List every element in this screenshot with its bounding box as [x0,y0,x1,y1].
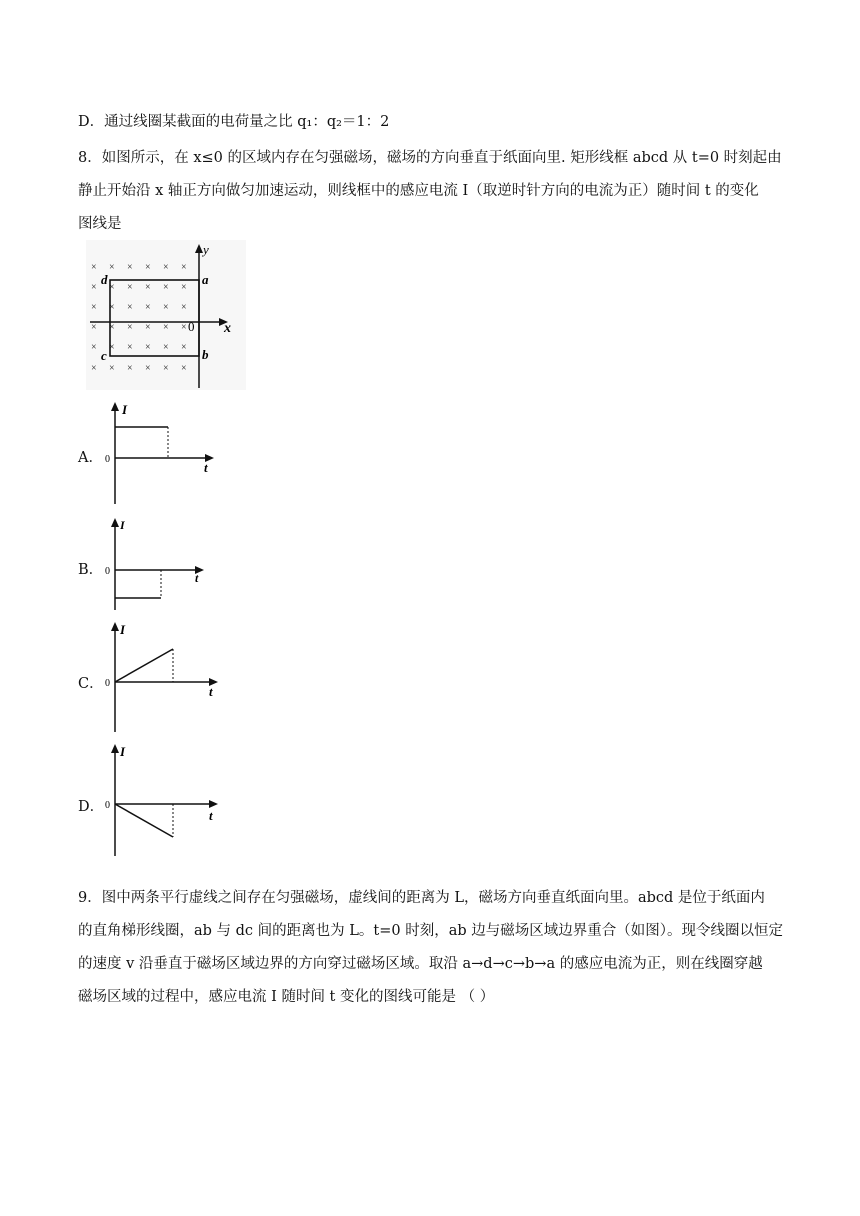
field-cross-mark: × [127,302,133,313]
field-cross-mark: × [181,342,187,353]
field-cross-mark: × [91,363,97,374]
magnetic-field-figure [86,240,246,390]
axis-i-label: I [120,744,126,759]
option-b-graph[interactable] [100,516,210,612]
field-cross-mark: × [145,302,151,313]
field-cross-mark: × [145,282,151,293]
field-cross-mark: × [109,322,115,333]
axis-t-label: t [195,571,199,585]
field-cross-mark: × [91,282,97,293]
field-cross-mark: × [127,363,133,374]
field-cross-mark: × [163,342,169,353]
q9-line-2: 的直角梯形线圈，ab 与 dc 间的距离也为 L。t=0 时刻，ab 边与磁场区域边界重合（如图）。现令线圈以恒定 [78,923,783,939]
field-cross-mark: × [163,262,169,273]
label-x: x [224,321,231,336]
field-cross-mark: × [181,322,187,333]
axis-t-label: t [209,808,213,823]
option-a-graph[interactable] [100,400,220,508]
field-cross-mark: × [163,363,169,374]
q9-line-3: 的速度 v 沿垂直于磁场区域边界的方向穿过磁场区域。取沿 a→d→c→b→a 的感应电流为正，则在线圈穿越 [78,956,763,972]
field-cross-mark: × [163,282,169,293]
option-c-label[interactable]: C． [78,676,104,692]
field-cross-mark: × [91,302,97,313]
option-b-label[interactable]: B． [78,562,104,578]
field-cross-mark: × [163,322,169,333]
label-d: d [101,272,108,287]
axis-t-label: t [209,684,213,699]
field-cross-mark: × [109,262,115,273]
field-cross-mark: × [145,363,151,374]
option-d-prev-question: D．通过线圈某截面的电荷量之比 q₁：q₂＝1：2 [78,114,390,130]
option-d-label[interactable]: D． [78,799,105,815]
axis-t-label: t [204,460,208,475]
q8-line-3: 图线是 [78,216,122,232]
field-cross-mark: × [181,282,187,293]
option-d-graph[interactable] [100,742,224,858]
field-cross-mark: × [91,342,97,353]
origin-label: 0 [105,454,110,465]
axis-i-label: I [120,622,126,637]
field-cross-mark: × [127,282,133,293]
field-cross-mark: × [145,262,151,273]
field-cross-mark: × [181,302,187,313]
field-cross-mark: × [109,363,115,374]
axis-i-label: I [120,518,125,532]
label-y: y [203,242,209,257]
label-b: b [202,347,209,362]
option-c-graph[interactable] [100,620,224,736]
q8-line-1: 8．如图所示，在 x≤0 的区域内存在匀强磁场，磁场的方向垂直于纸面向里. 矩形线框 abcd 从 t=0 时刻起由 [78,150,782,166]
origin-label: 0 [105,566,110,577]
field-cross-mark: × [181,363,187,374]
field-cross-mark: × [127,322,133,333]
field-cross-mark: × [127,342,133,353]
field-cross-mark: × [109,282,115,293]
option-a-label[interactable]: A． [78,450,103,466]
field-cross-mark: × [91,322,97,333]
field-cross-mark: × [163,302,169,313]
field-cross-mark: × [109,342,115,353]
field-cross-mark: × [91,262,97,273]
label-origin: 0 [188,319,195,334]
q8-line-2: 静止开始沿 x 轴正方向做匀加速运动，则线框中的感应电流 I（取逆时针方向的电流为正）随时间 t 的变化 [78,183,759,199]
field-cross-mark: × [109,302,115,313]
axis-i-label: I [122,402,128,417]
origin-label: 0 [105,800,110,811]
field-cross-mark: × [145,342,151,353]
field-cross-mark: × [181,262,187,273]
origin-label: 0 [105,678,110,689]
label-a: a [202,272,209,287]
q9-line-1: 9．图中两条平行虚线之间存在匀强磁场，虚线间的距离为 L，磁场方向垂直纸面向里。abcd 是位于纸面内 [78,890,765,906]
field-cross-mark: × [127,262,133,273]
field-cross-mark: × [145,322,151,333]
label-c: c [101,348,107,363]
q9-line-4: 磁场区域的过程中，感应电流 I 随时间 t 变化的图线可能是 （ ） [78,989,495,1005]
